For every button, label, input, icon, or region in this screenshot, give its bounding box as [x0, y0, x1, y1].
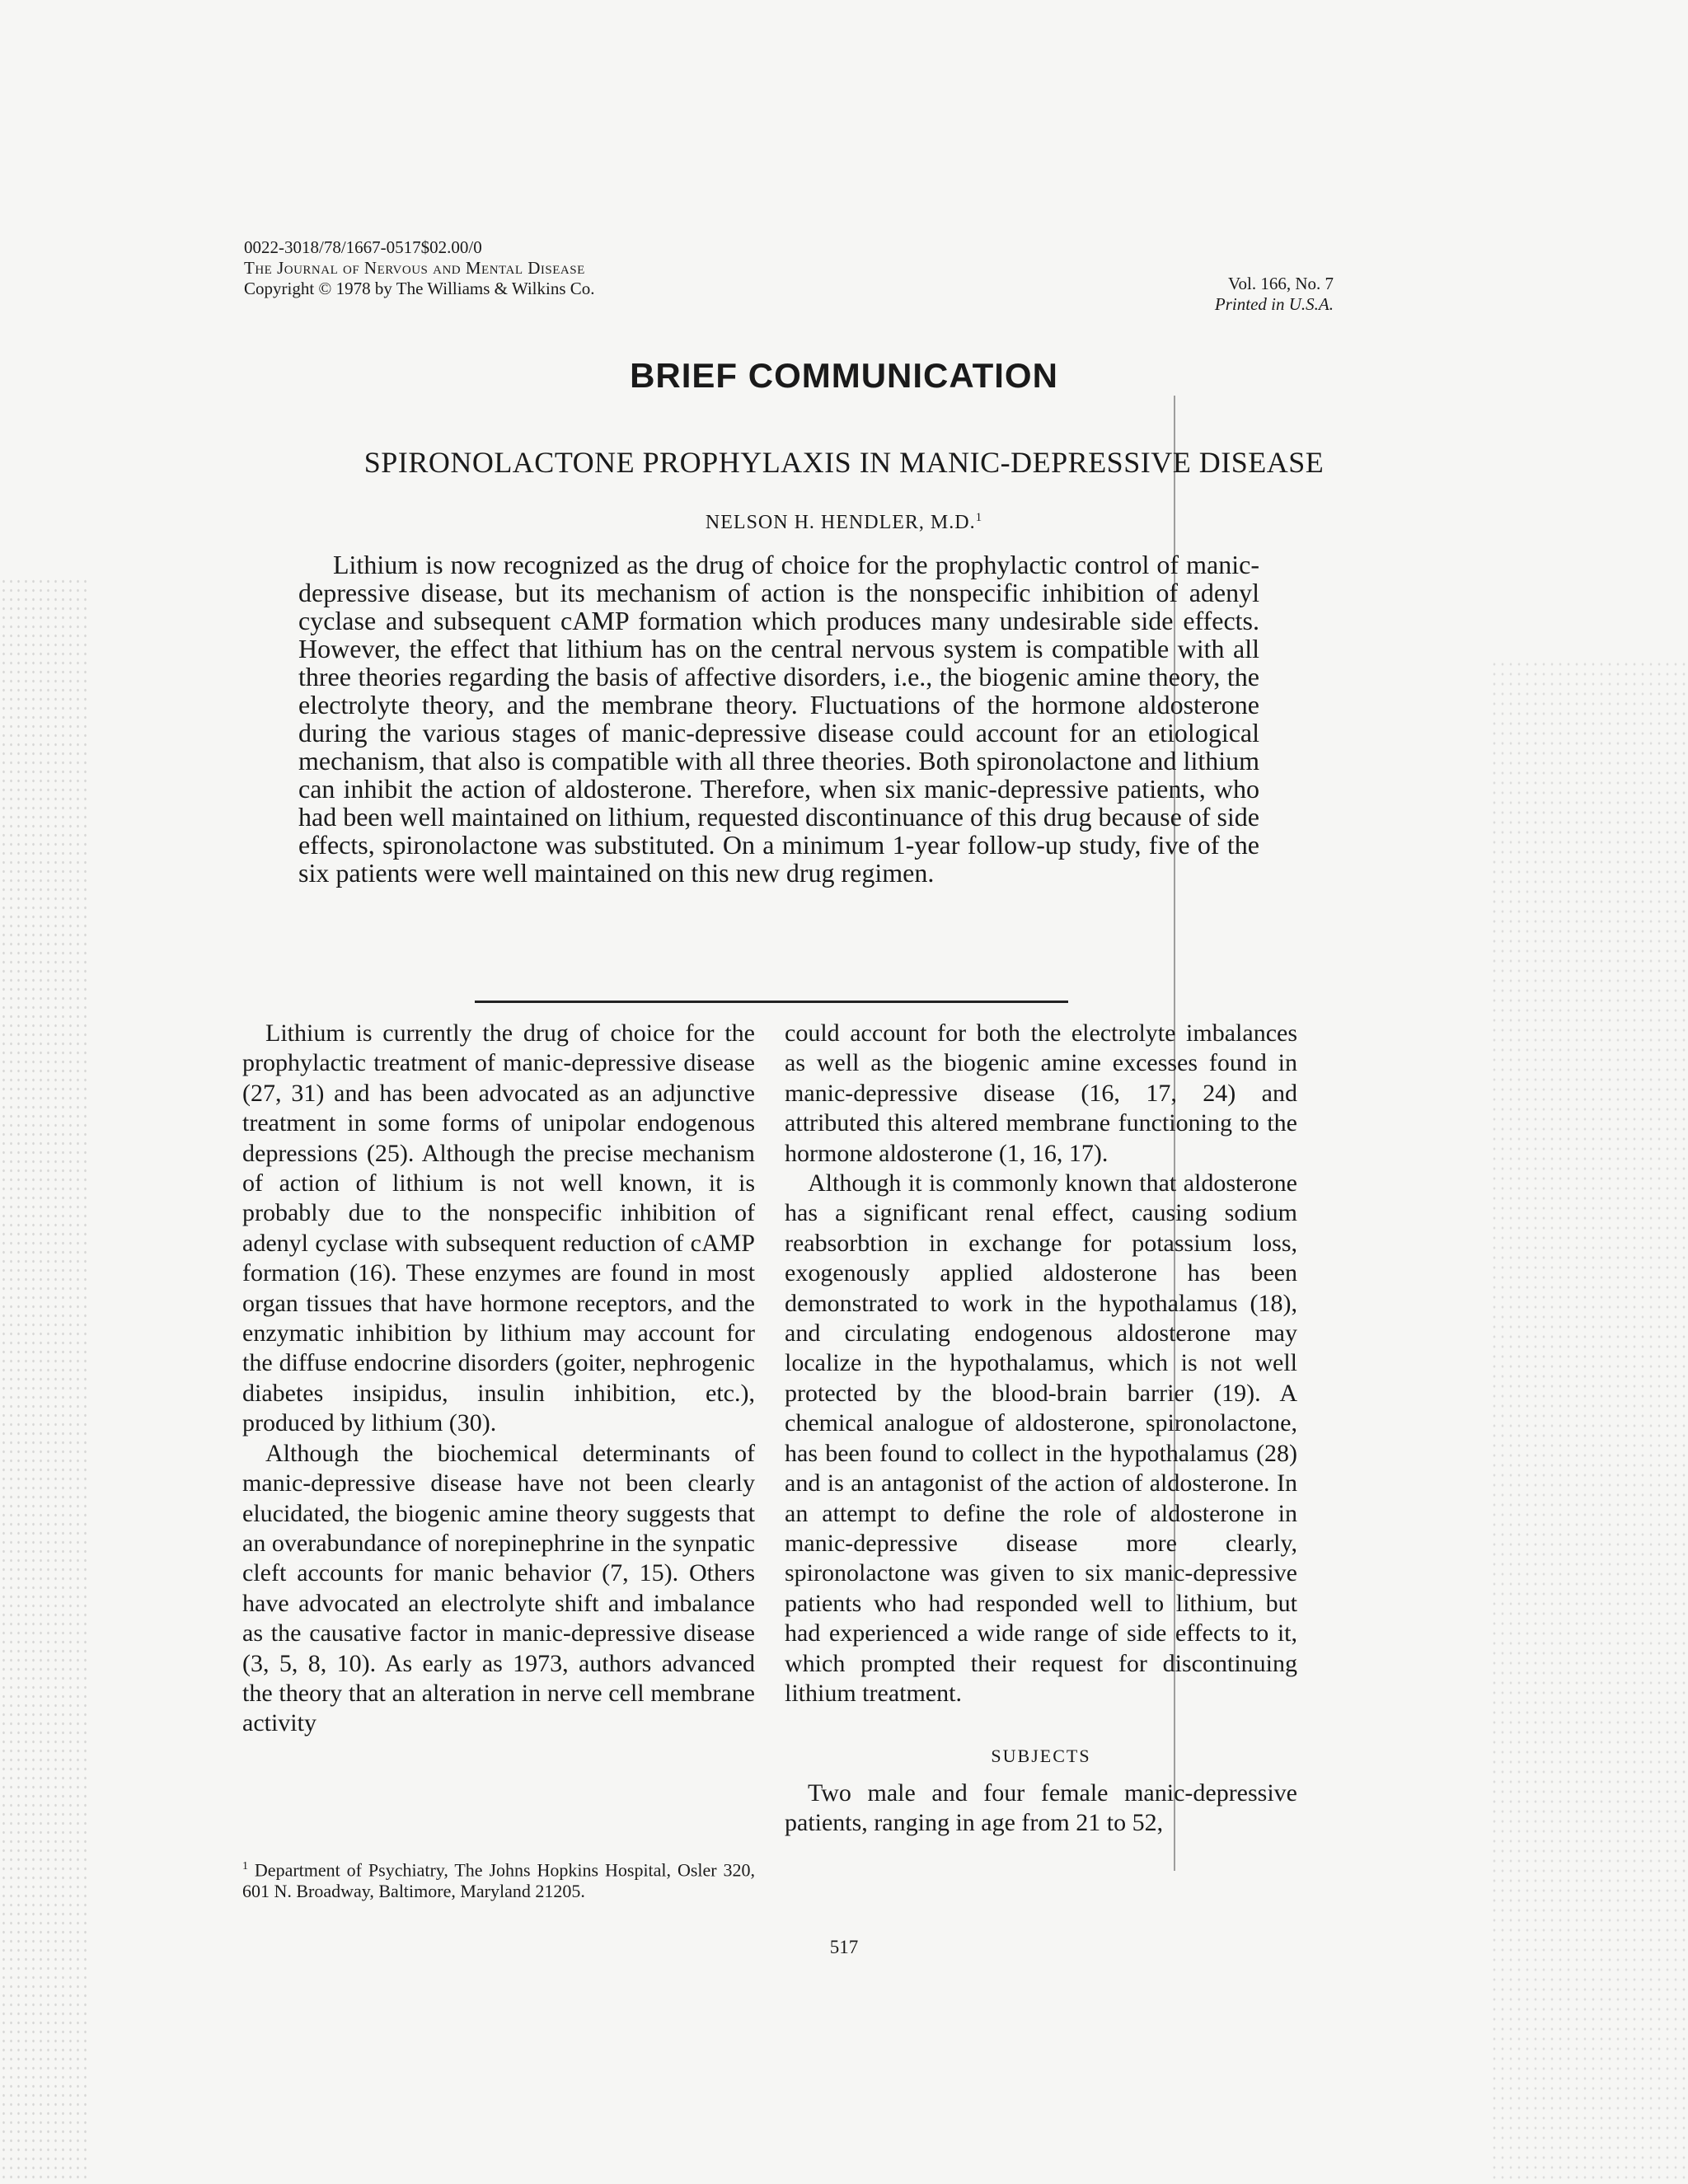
- footnote-text: Department of Psychiatry, The Johns Hopkins Hospital, Osler 320, 601 N. Broadway, Baltimore, Maryland 21205.: [242, 1859, 756, 1902]
- divider-rule: [475, 1001, 1068, 1003]
- copyright-line: Copyright © 1978 by The Williams & Wilkins Co.: [244, 279, 595, 298]
- article-code: 0022-3018/78/1667-0517$02.00/0: [244, 237, 482, 257]
- body-paragraph: Although it is commonly known that aldosterone has a significant renal effect, causing sodium reabsorbtion in exchange for potassium loss, exogenously applied aldosterone has been demonstrated to work in the hypothalamus (18), and circulating endogenous aldosterone may localize in the hypothalamus, which is not well protected by the blood-brain barrier (19). A chemical analogue of aldosterone, spironolactone, has been found to collect in the hypothalamus (28) and is an antagonist of the action of aldosterone. In an attempt to define the role of aldosterone in manic-depressive disease more clearly, spironolactone was given to six manic-depressive patients who had responded well to lithium, but had experienced a wide range of side effects to it, which prompted their request for discontinuing lithium treatment.: [785, 1169, 1297, 1707]
- subjects-heading: SUBJECTS: [991, 1746, 1091, 1767]
- section-heading: BRIEF COMMUNICATION: [630, 356, 1058, 395]
- abstract: Lithium is now recognized as the drug of choice for the prophylactic control of manic-depressive disease, but its mechanism of action is the nonspecific inhibition of adenyl cyclase and subsequent cAMP formation which produces many undesirable side effects. However, the effect that lithium has on the central nervous system is compatible with all three theories regarding the basis of affective disorders, i.e., the biogenic amine theory, the electrolyte theory, and the membrane theory. Fluctuations of the hormone aldosterone during the various stages of manic-depressive disease could account for an etiological mechanism, that also is compatible with all three theories. Both spironolactone and lithium can inhibit the action of aldosterone. Therefore, when six manic-depressive patients, who had been well maintained on lithium, requested discontinuance of this drug because of side effects, spironolactone was substituted. On a minimum 1-year follow-up study, five of the six patients were well maintained on this new drug regimen.: [298, 550, 1259, 888]
- author-name: NELSON H. HENDLER, M.D.: [705, 512, 976, 533]
- journal-header: [244, 237, 821, 299]
- footnote: [242, 1856, 755, 1902]
- body-paragraph: could account for both the electrolyte imbalances as well as the biogenic amine excesses found in manic-depressive disease (16, 17, 24) and attributed this altered membrane functioning to the hormone aldosterone (1, 16, 17).: [785, 1019, 1297, 1167]
- author-footnote-mark: 1: [975, 511, 983, 524]
- volume-info: [1086, 274, 1334, 315]
- right-column: [785, 1019, 1297, 1839]
- volume-number: Vol. 166, No. 7: [1228, 274, 1334, 293]
- body-paragraph: Two male and four female manic-depressive patients, ranging in age from 21 to 52,: [785, 1779, 1297, 1837]
- printed-location: Printed in U.S.A.: [1214, 294, 1334, 314]
- article-title: SPIRONOLACTONE PROPHYLAXIS IN MANIC-DEPRESSIVE DISEASE: [363, 446, 1325, 479]
- journal-name: The Journal of Nervous and Mental Disease: [244, 258, 585, 278]
- left-column: [242, 1019, 755, 1739]
- body-paragraph: Although the biochemical determinants of manic-depressive disease have not been clearly elucidated, the biogenic amine theory suggests that an overabundance of norepinephrine in the synpatic cleft accounts for manic behavior (7, 15). Others have advocated an electrolyte shift and imbalance as the causative factor in manic-depressive disease (3, 5, 8, 10). As early as 1973, authors advanced the theory that an alteration in nerve cell membrane activity: [242, 1439, 755, 1737]
- body-paragraph: Lithium is currently the drug of choice for the prophylactic treatment of manic-depressive disease (27, 31) and has been advocated as an adjunctive treatment in some forms of unipolar endogenous depressions (25). Although the precise mechanism of action of lithium is not well known, it is probably due to the nonspecific inhibition of adenyl cyclase with subsequent reduction of cAMP formation (16). These enzymes are found in most organ tissues that have hormone receptors, and the enzymatic inhibition by lithium may account for the diffuse endocrine disorders (goiter, nephrogenic diabetes insipidus, insulin inhibition, etc.), produced by lithium (30).: [242, 1019, 755, 1437]
- page-number: 517: [829, 1937, 859, 1957]
- footnote-mark: 1: [242, 1860, 248, 1872]
- author-line: [0, 511, 1688, 534]
